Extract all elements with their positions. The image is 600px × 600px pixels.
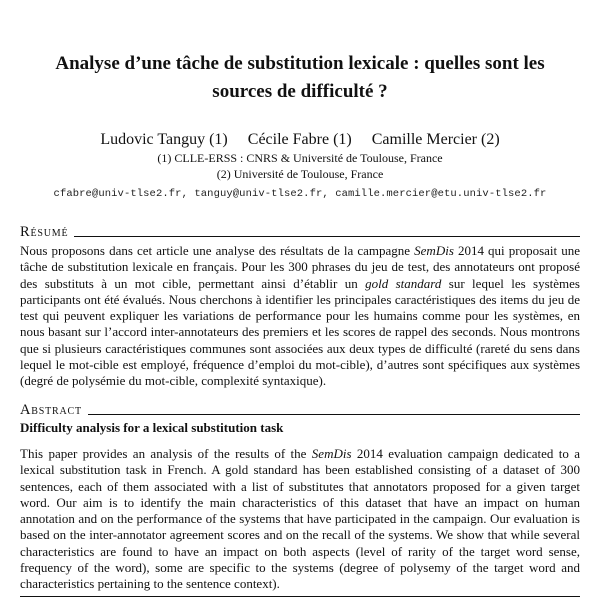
author-3: Camille Mercier (2): [371, 131, 500, 148]
resume-paragraph: [20, 243, 580, 390]
resume-text-3: sur lequel les systèmes participants ont été évalués. Nous cherchons à identifier les principales caractéristiques des items du jeu de test qui peuvent expliquer les variations de performance pour les humains comme pour les systèmes, en nous basant sur l’accord inter-annotateurs des premiers et les scores de rappel des seconds. Nous montrons que si plusieurs caractéristiques communes sont associées aux deux types de difficulté (rareté du sens dans lequel le mot-cible est employé, fréquence d’emploi du mot-cible), d’autres sont spécifiques aux systèmes (degré de polysémie du mot-cible, complexité syntaxique).: [20, 275, 580, 389]
abstract-heading-label: Abstract: [20, 402, 82, 418]
author-list: [20, 129, 580, 151]
paper-title: [20, 50, 580, 106]
title-line-2: sources de difficulté ?: [212, 81, 388, 102]
affiliation-2: (2) Université de Toulouse, France: [216, 167, 384, 181]
resume-gold-standard: gold standard: [365, 275, 442, 291]
abstract-heading: [20, 402, 580, 418]
affiliation-1: (1) CLLE-ERSS : CNRS & Université de Toulouse, France: [157, 151, 443, 165]
abstract-title: Difficulty analysis for a lexical substitution task: [20, 420, 284, 435]
resume-heading-rule: [74, 236, 580, 237]
resume-text-2: 2014 qui proposait une tâche de substitution lexicale en français. Pour les 300 phrases du jeu de test, des annotateurs ont proposé des substituts à un mot cible, permettant ainsi d’établir un: [20, 243, 580, 291]
author-2: Cécile Fabre (1): [247, 131, 352, 148]
bottom-rule: [20, 596, 580, 597]
author-emails: cfabre@univ-tlse2.fr, tanguy@univ-tlse2.fr, camille.mercier@etu.univ-tlse2.fr: [53, 188, 547, 200]
abstract-heading-rule: [88, 414, 580, 415]
resume-text-1: Nous proposons dans cet article une analyse des résultats de la campagne: [20, 243, 415, 258]
resume-heading: [20, 224, 580, 240]
abstract-paragraph: [20, 446, 580, 593]
author-1: Ludovic Tanguy (1): [100, 131, 228, 148]
abstract-text-1: This paper provides an analysis of the results of the: [20, 446, 312, 461]
resume-heading-label: Résumé: [20, 224, 69, 240]
abstract-semdis: SemDis: [311, 446, 352, 461]
title-line-1: Analyse d’une tâche de substitution lexicale : quelles sont les: [55, 53, 545, 74]
resume-semdis: SemDis: [414, 243, 454, 258]
abstract-text-2: 2014 evaluation campaign dedicated to a lexical substitution task in French. A gold standard has been established consisting of a dataset of 300 sentences, each of them associated with a list of substitutes that annotators proposed for a given target word. Our aim is to identify the main characteristics of this dataset that have an impact on human annotation and on the performance of the systems that have participated in the campaign. Our evaluation is based on the inter-annotator agreement scores and on the recall of the systems. We show that while several characteristics are found to have an impact on both aspects (level of rarity of the target word sense, frequency of the word), some are specific to the systems (degree of polysemy of the target word and characteristics pertaining to the sentence context).: [20, 446, 580, 592]
